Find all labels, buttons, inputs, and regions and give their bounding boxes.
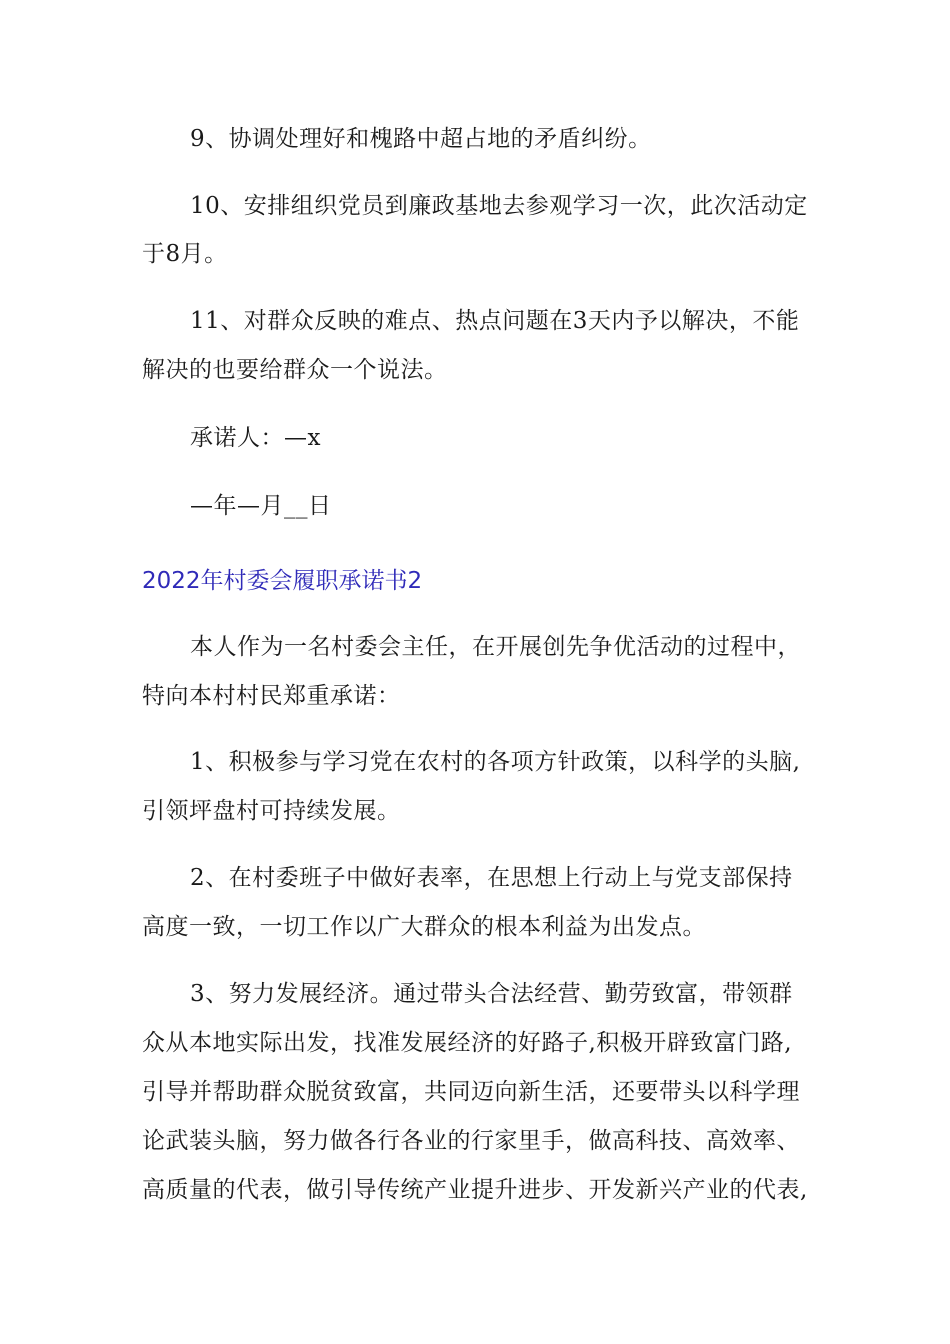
paragraph-line: 1、积极参与学习党在农村的各项方针政策，以科学的头脑,	[190, 749, 801, 775]
paragraph-line: 本人作为一名村委会主任，在开展创先争优活动的过程中，	[190, 634, 801, 660]
paragraph-line: 3、努力发展经济。通过带头合法经营、勤劳致富，带领群	[190, 981, 793, 1007]
paragraph-line: 9、协调处理好和槐路中超占地的矛盾纠纷。	[190, 126, 652, 152]
paragraph-line: 引导并帮助群众脱贫致富，共同迈向新生活，还要带头以科学理	[142, 1079, 800, 1105]
section-heading: 2022年村委会履职承诺书2	[142, 568, 423, 594]
signatory-line: 承诺人：—x	[190, 425, 321, 451]
paragraph-line: 10、安排组织党员到廉政基地去参观学习一次，此次活动定	[190, 193, 808, 219]
date-line: —年—月__日	[190, 493, 332, 519]
paragraph-line: 高质量的代表，做引导传统产业提升进步、开发新兴产业的代表,	[142, 1177, 808, 1203]
paragraph-line: 引领坪盘村可持续发展。	[142, 798, 401, 824]
paragraph-line: 论武装头脑，努力做各行各业的行家里手，做高科技、高效率、	[142, 1128, 800, 1154]
paragraph-line: 特向本村村民郑重承诺：	[142, 683, 401, 709]
paragraph-line: 2、在村委班子中做好表率，在思想上行动上与党支部保持	[190, 865, 793, 891]
paragraph-line: 于8月。	[142, 241, 228, 267]
paragraph-line: 众从本地实际出发，找准发展经济的好路子,积极开辟致富门路,	[142, 1030, 793, 1056]
paragraph-line: 高度一致，一切工作以广大群众的根本利益为出发点。	[142, 914, 706, 940]
paragraph-line: 解决的也要给群众一个说法。	[142, 357, 448, 383]
paragraph-line: 11、对群众反映的难点、热点问题在3天内予以解决，不能	[190, 308, 800, 334]
